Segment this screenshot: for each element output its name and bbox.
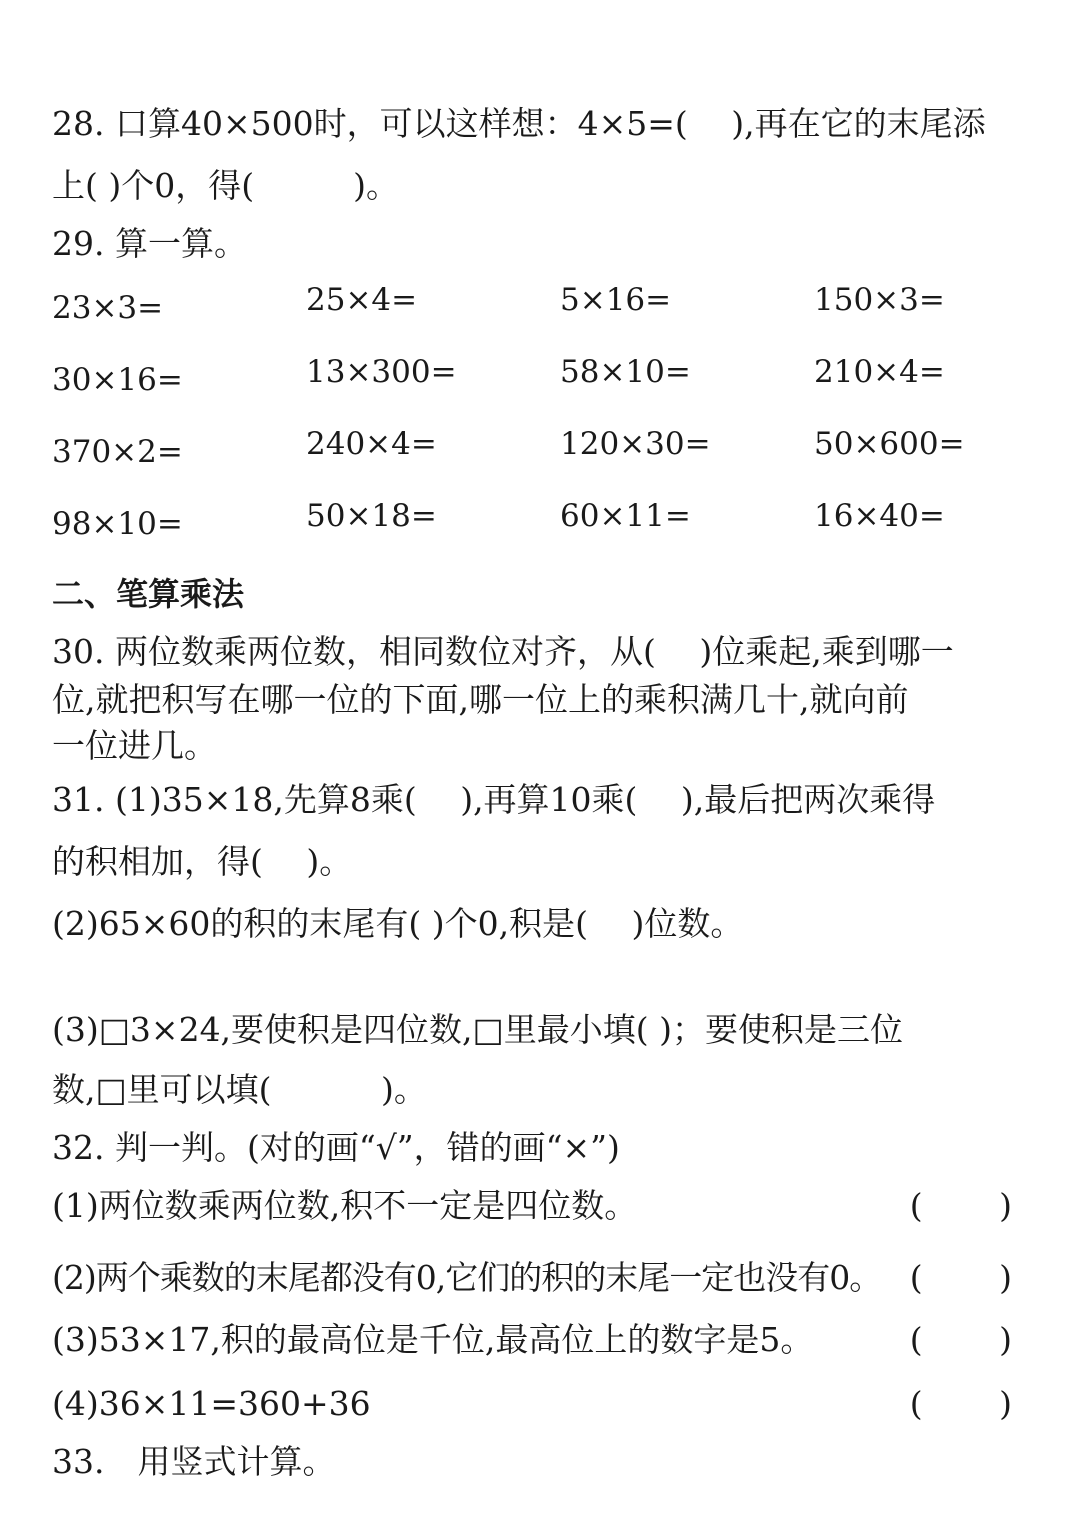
question-31-part-1-line-2: 的积相加，得( )。 [52,842,353,881]
question-28-line-1: 28. 口算40×500时，可以这样想：4×5=( ),再在它的末尾添 [52,104,986,143]
question-31-part-1-line-1: 31. (1)35×18,先算8乘( ),再算10乘( ),最后把两次乘得 [52,780,936,819]
question-30-line-2: 位,就把积写在哪一位的下面,哪一位上的乘积满几十,就向前 [52,680,909,719]
calc-item: 13×300= [306,354,457,390]
calc-item: 150×3= [814,282,945,318]
calc-item: 58×10= [560,354,691,390]
calc-item: 50×18= [306,498,437,534]
question-28-line-2: 上( )个0，得( )。 [52,166,399,205]
calc-item: 98×10= [52,506,183,542]
question-33-title: 33. 用竖式计算。 [52,1442,336,1481]
calc-item: 240×4= [306,426,437,462]
question-32-title: 32. 判一判。(对的画“√”，错的画“×”) [52,1128,620,1167]
calc-item: 25×4= [306,282,418,318]
answer-blank[interactable]: ( ) [909,1384,1012,1423]
calc-item: 210×4= [814,354,945,390]
answer-blank[interactable]: ( ) [909,1258,1012,1297]
calc-item: 370×2= [52,434,183,470]
judge-statement: (2)两个乘数的末尾都没有0,它们的积的末尾一定也没有0。 [52,1258,882,1297]
question-30-line-1: 30. 两位数乘两位数，相同数位对齐，从( )位乘起,乘到哪一 [52,632,954,671]
question-31-part-3-line-1: (3)□3×24,要使积是四位数,□里最小填( )；要使积是三位 [52,1010,903,1049]
calc-item: 5×16= [560,282,672,318]
section-heading: 二、笔算乘法 [52,575,245,613]
calc-item: 60×11= [560,498,691,534]
judge-statement: (4)36×11=360+36 [52,1384,371,1423]
judge-statement: (1)两位数乘两位数,积不一定是四位数。 [52,1186,638,1225]
answer-blank[interactable]: ( ) [909,1320,1012,1359]
question-30-line-3: 一位进几。 [52,726,217,765]
calc-item: 50×600= [814,426,965,462]
calc-item: 16×40= [814,498,945,534]
answer-blank[interactable]: ( ) [909,1186,1012,1225]
judge-statement: (3)53×17,积的最高位是千位,最高位上的数字是5。 [52,1320,814,1359]
question-29-title: 29. 算一算。 [52,224,247,263]
question-31-part-2: (2)65×60的积的末尾有( )个0,积是( )位数。 [52,904,744,943]
calc-item: 23×3= [52,290,164,326]
calc-item: 120×30= [560,426,711,462]
calc-item: 30×16= [52,362,183,398]
question-31-part-3-line-2: 数,□里可以填( )。 [52,1070,427,1109]
